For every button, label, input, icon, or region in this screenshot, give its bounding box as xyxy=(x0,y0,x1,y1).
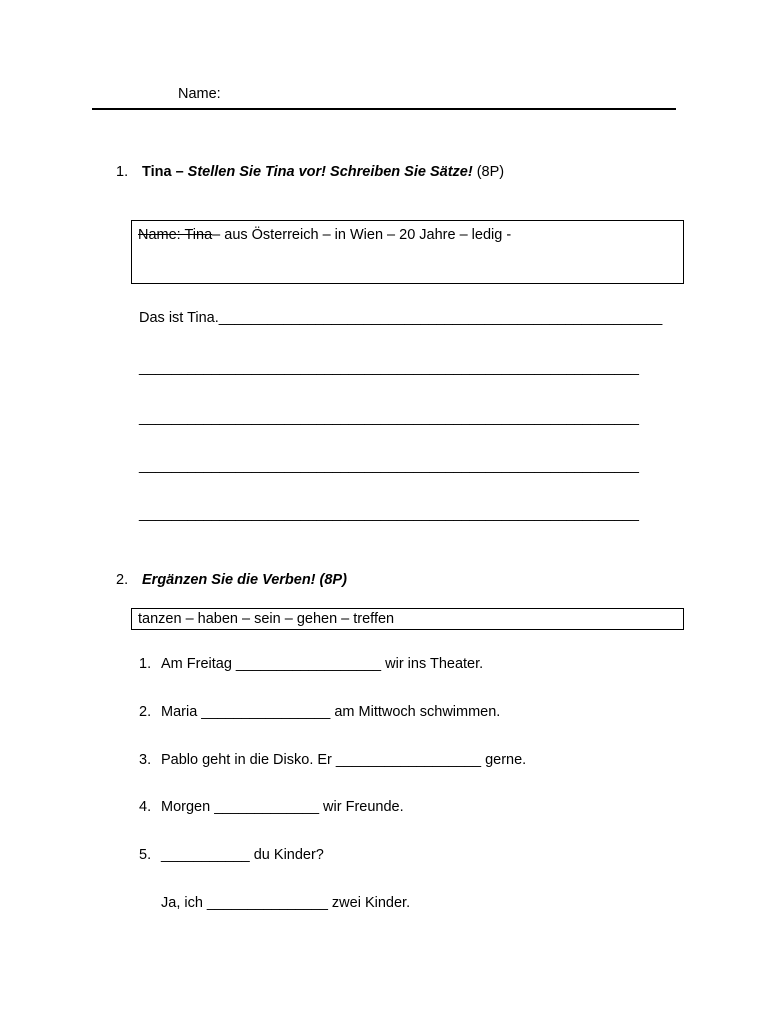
question-item-5[interactable] xyxy=(139,845,699,865)
verb-word-bank xyxy=(131,608,684,630)
question-item-1[interactable] xyxy=(139,654,699,674)
question-2-number: 2. xyxy=(139,704,152,720)
exercise-1-points: (8P) xyxy=(472,164,505,180)
verb-word-bank-text: tanzen – haben – sein – gehen – treffen xyxy=(138,611,395,627)
question-1-text: Am Freitag __________________ wir ins Theater. xyxy=(161,656,484,672)
question-3-text: Pablo geht in die Disko. Er __________________ gerne. xyxy=(161,752,527,768)
tina-info-rest: – aus Österreich – in Wien – 20 Jahre – ledig - xyxy=(212,227,512,243)
question-2-text: Maria ________________ am Mittwoch schwimmen. xyxy=(161,704,501,720)
question-5-answer-line[interactable]: Ja, ich _______________ zwei Kinder. xyxy=(161,895,411,911)
name-label: Name: xyxy=(178,86,221,102)
question-3-number: 3. xyxy=(139,752,152,768)
question-item-3[interactable] xyxy=(139,750,699,770)
answer-line-3[interactable]: ______________________________________________________________ xyxy=(139,410,639,426)
tina-info-text xyxy=(138,225,511,245)
question-4-text: Morgen _____________ wir Freunde. xyxy=(161,799,404,815)
exercise-2-heading xyxy=(116,570,676,590)
exercise-2-number: 2. xyxy=(116,572,129,588)
answer-line-1[interactable]: Das ist Tina._______________________________________________________ xyxy=(139,310,663,326)
question-5-number: 5. xyxy=(139,847,152,863)
answer-line-4[interactable]: ______________________________________________________________ xyxy=(139,458,639,474)
question-item-4[interactable] xyxy=(139,797,699,817)
exercise-2-title: Ergänzen Sie die Verben! (8P) xyxy=(142,572,347,588)
tina-name-struck: Name: Tina xyxy=(138,227,213,243)
question-item-2[interactable] xyxy=(139,702,699,722)
name-header-rule xyxy=(92,84,676,110)
exercise-1-number: 1. xyxy=(116,164,129,180)
exercise-1-title-italic: Stellen Sie Tina vor! Schreiben Sie Sätze! xyxy=(187,164,473,180)
answer-line-5[interactable]: ______________________________________________________________ xyxy=(139,506,639,522)
exercise-1-heading xyxy=(116,162,676,182)
question-1-number: 1. xyxy=(139,656,152,672)
tina-info-box xyxy=(131,220,684,284)
exercise-1-title-bold: Tina – xyxy=(142,164,188,180)
question-5-text: ___________ du Kinder? xyxy=(161,847,324,863)
answer-line-2[interactable]: ______________________________________________________________ xyxy=(139,360,639,376)
question-4-number: 4. xyxy=(139,799,152,815)
